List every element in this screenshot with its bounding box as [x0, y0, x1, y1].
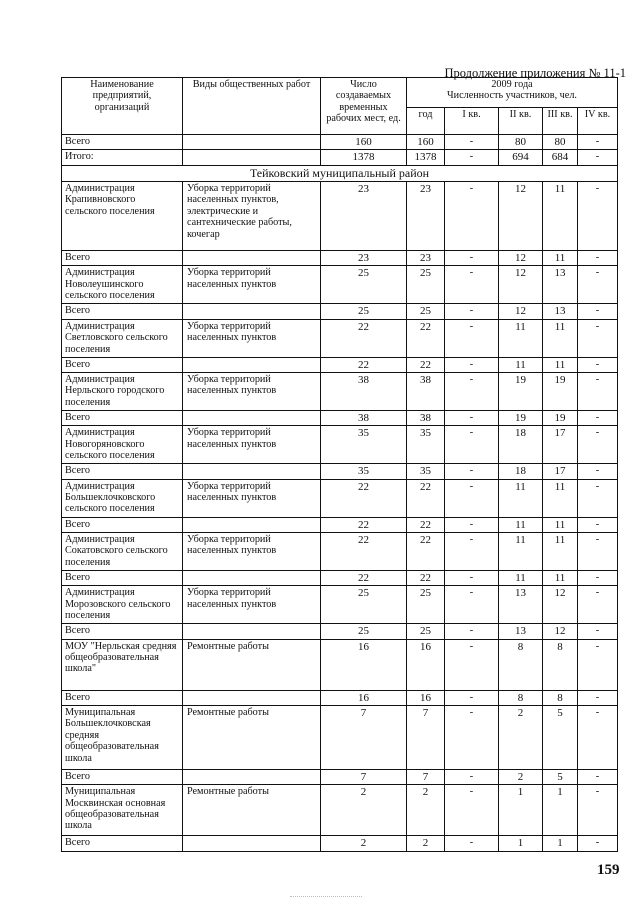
- year-total-cell: 16: [407, 690, 445, 705]
- q3-cell: 11: [543, 479, 578, 517]
- section-title: Тейковский муниципальный район: [62, 165, 618, 181]
- org-cell: Всего: [62, 570, 183, 585]
- org-cell: Администрация Большеклочковского сельского поселения: [62, 479, 183, 517]
- q3-cell: 17: [543, 426, 578, 464]
- q4-cell: -: [578, 586, 618, 624]
- q2-cell: 11: [499, 532, 543, 570]
- work-type-cell: [183, 251, 321, 266]
- q4-cell: -: [578, 411, 618, 426]
- q1-cell: -: [445, 785, 499, 836]
- year-total-cell: 35: [407, 426, 445, 464]
- work-type-cell: Уборка территорий населенных пунктов: [183, 586, 321, 624]
- places-cell: 25: [321, 624, 407, 639]
- places-cell: 1378: [321, 150, 407, 165]
- places-cell: 22: [321, 532, 407, 570]
- q2-cell: 19: [499, 373, 543, 411]
- places-cell: 22: [321, 479, 407, 517]
- org-cell: Всего: [62, 357, 183, 372]
- work-type-cell: [183, 570, 321, 585]
- table-row: [62, 426, 618, 464]
- table-row: [62, 357, 618, 372]
- q3-cell: 11: [543, 357, 578, 372]
- q4-cell: -: [578, 182, 618, 251]
- places-cell: 25: [321, 266, 407, 304]
- q2-cell: 8: [499, 639, 543, 690]
- q4-cell: -: [578, 639, 618, 690]
- q1-cell: -: [445, 517, 499, 532]
- work-type-cell: [183, 836, 321, 851]
- q1-cell: -: [445, 479, 499, 517]
- places-cell: 16: [321, 639, 407, 690]
- q1-cell: -: [445, 639, 499, 690]
- year-total-cell: 1378: [407, 150, 445, 165]
- table-row: [62, 304, 618, 319]
- q4-cell: -: [578, 479, 618, 517]
- year-total-cell: 23: [407, 251, 445, 266]
- year-total-cell: 38: [407, 411, 445, 426]
- q4-cell: -: [578, 690, 618, 705]
- org-cell: Всего: [62, 517, 183, 532]
- q4-cell: -: [578, 150, 618, 165]
- q1-cell: -: [445, 150, 499, 165]
- work-type-cell: [183, 769, 321, 784]
- q1-cell: -: [445, 464, 499, 479]
- header-row-1: [62, 78, 618, 108]
- q4-cell: -: [578, 266, 618, 304]
- header-org: Наименование предприятий, организаций: [62, 78, 183, 135]
- q3-cell: 12: [543, 586, 578, 624]
- table-row: [62, 639, 618, 690]
- q4-cell: -: [578, 570, 618, 585]
- org-cell: Администрация Новогоряновского сельского поселения: [62, 426, 183, 464]
- year-total-cell: 22: [407, 517, 445, 532]
- header-year: 2009 года: [491, 79, 533, 90]
- work-type-cell: [183, 357, 321, 372]
- org-cell: Всего: [62, 836, 183, 851]
- places-cell: 160: [321, 135, 407, 150]
- q2-cell: 8: [499, 690, 543, 705]
- year-total-cell: 22: [407, 532, 445, 570]
- work-type-cell: Уборка территорий населенных пунктов: [183, 532, 321, 570]
- q3-cell: 1: [543, 836, 578, 851]
- q1-cell: -: [445, 266, 499, 304]
- work-type-cell: [183, 517, 321, 532]
- q3-cell: 1: [543, 785, 578, 836]
- table-row: [62, 251, 618, 266]
- org-cell: Администрация Нерльского городского поселения: [62, 373, 183, 411]
- header-q3: III кв.: [543, 108, 578, 135]
- q3-cell: 19: [543, 411, 578, 426]
- q4-cell: -: [578, 357, 618, 372]
- org-cell: Администрация Светловского сельского поселения: [62, 319, 183, 357]
- year-total-cell: 2: [407, 785, 445, 836]
- q4-cell: -: [578, 517, 618, 532]
- org-cell: Администрация Сокатовского сельского поселения: [62, 532, 183, 570]
- scan-artifact: [290, 896, 362, 899]
- q3-cell: 13: [543, 304, 578, 319]
- year-total-cell: 2: [407, 836, 445, 851]
- q3-cell: 5: [543, 769, 578, 784]
- org-cell: Итого:: [62, 150, 183, 165]
- table-row: [62, 150, 618, 165]
- table-row: [62, 135, 618, 150]
- work-type-cell: Уборка территорий населенных пунктов: [183, 319, 321, 357]
- year-total-cell: 25: [407, 624, 445, 639]
- places-cell: 7: [321, 705, 407, 769]
- table-row: [62, 266, 618, 304]
- q1-cell: -: [445, 304, 499, 319]
- q2-cell: 694: [499, 150, 543, 165]
- q4-cell: -: [578, 304, 618, 319]
- q1-cell: -: [445, 251, 499, 266]
- work-type-cell: Уборка территорий населенных пунктов: [183, 373, 321, 411]
- year-total-cell: 25: [407, 586, 445, 624]
- q1-cell: -: [445, 319, 499, 357]
- work-type-cell: [183, 464, 321, 479]
- work-type-cell: [183, 150, 321, 165]
- q1-cell: -: [445, 705, 499, 769]
- header-participants-label: Численность участников, чел.: [447, 90, 577, 102]
- year-total-cell: 38: [407, 373, 445, 411]
- q2-cell: 11: [499, 517, 543, 532]
- header-places: Число создаваемых временных рабочих мест, ед.: [321, 78, 407, 135]
- table-row: [62, 570, 618, 585]
- q2-cell: 80: [499, 135, 543, 150]
- q4-cell: -: [578, 319, 618, 357]
- org-cell: Всего: [62, 304, 183, 319]
- q3-cell: 19: [543, 373, 578, 411]
- q2-cell: 2: [499, 705, 543, 769]
- places-cell: 23: [321, 182, 407, 251]
- q1-cell: -: [445, 570, 499, 585]
- q1-cell: -: [445, 836, 499, 851]
- q3-cell: 8: [543, 690, 578, 705]
- q3-cell: 11: [543, 182, 578, 251]
- page-number: 159: [597, 862, 620, 878]
- year-total-cell: 35: [407, 464, 445, 479]
- year-total-cell: 22: [407, 570, 445, 585]
- q4-cell: -: [578, 532, 618, 570]
- q1-cell: -: [445, 426, 499, 464]
- q3-cell: 11: [543, 319, 578, 357]
- table-row: [62, 532, 618, 570]
- table-row: [62, 464, 618, 479]
- places-cell: 22: [321, 570, 407, 585]
- q2-cell: 11: [499, 570, 543, 585]
- q3-cell: 11: [543, 532, 578, 570]
- org-cell: Муниципальная Москвинская основная общеобразовательная школа: [62, 785, 183, 836]
- header-participants: [407, 78, 618, 108]
- q3-cell: 80: [543, 135, 578, 150]
- org-cell: Всего: [62, 690, 183, 705]
- q3-cell: 684: [543, 150, 578, 165]
- q2-cell: 13: [499, 586, 543, 624]
- org-cell: Всего: [62, 464, 183, 479]
- q4-cell: -: [578, 624, 618, 639]
- q2-cell: 12: [499, 251, 543, 266]
- org-cell: Всего: [62, 624, 183, 639]
- continuation-note: Продолжение приложения № 11-1: [444, 66, 626, 80]
- q4-cell: -: [578, 464, 618, 479]
- q1-cell: -: [445, 182, 499, 251]
- table-row: [62, 411, 618, 426]
- table-row: [62, 836, 618, 851]
- table-row: [62, 785, 618, 836]
- year-total-cell: 22: [407, 357, 445, 372]
- q2-cell: 12: [499, 304, 543, 319]
- year-total-cell: 7: [407, 705, 445, 769]
- q1-cell: -: [445, 357, 499, 372]
- q3-cell: 13: [543, 266, 578, 304]
- q2-cell: 18: [499, 426, 543, 464]
- header-work-types: Виды общественных работ: [183, 78, 321, 135]
- table-row: [62, 517, 618, 532]
- q2-cell: 11: [499, 357, 543, 372]
- places-cell: 22: [321, 517, 407, 532]
- q1-cell: -: [445, 532, 499, 570]
- q2-cell: 11: [499, 319, 543, 357]
- table-row: [62, 373, 618, 411]
- table-row: [62, 705, 618, 769]
- q3-cell: 17: [543, 464, 578, 479]
- work-type-cell: [183, 690, 321, 705]
- table-row: [62, 690, 618, 705]
- header-q2: II кв.: [499, 108, 543, 135]
- public-works-table: [61, 77, 618, 852]
- q3-cell: 11: [543, 517, 578, 532]
- year-total-cell: 22: [407, 479, 445, 517]
- section-row: [62, 165, 618, 181]
- places-cell: 25: [321, 586, 407, 624]
- q1-cell: -: [445, 586, 499, 624]
- places-cell: 23: [321, 251, 407, 266]
- org-cell: Администрация Морозовского сельского поселения: [62, 586, 183, 624]
- header-q4: IV кв.: [578, 108, 618, 135]
- q2-cell: 12: [499, 266, 543, 304]
- q3-cell: 5: [543, 705, 578, 769]
- q3-cell: 11: [543, 570, 578, 585]
- work-type-cell: Уборка территорий населенных пунктов: [183, 266, 321, 304]
- work-type-cell: [183, 304, 321, 319]
- year-total-cell: 25: [407, 304, 445, 319]
- table-row: [62, 624, 618, 639]
- places-cell: 35: [321, 464, 407, 479]
- q4-cell: -: [578, 836, 618, 851]
- q1-cell: -: [445, 624, 499, 639]
- q2-cell: 2: [499, 769, 543, 784]
- work-type-cell: Уборка территорий населенных пунктов, электрические и сантехнические работы, кочегар: [183, 182, 321, 251]
- q3-cell: 11: [543, 251, 578, 266]
- q1-cell: -: [445, 135, 499, 150]
- org-cell: Всего: [62, 251, 183, 266]
- places-cell: 22: [321, 357, 407, 372]
- work-type-cell: Ремонтные работы: [183, 785, 321, 836]
- org-cell: Всего: [62, 135, 183, 150]
- org-cell: Муниципальная Большеклочковская средняя общеобразовательная школа: [62, 705, 183, 769]
- table-row: [62, 479, 618, 517]
- table-row: [62, 319, 618, 357]
- year-total-cell: 16: [407, 639, 445, 690]
- org-cell: Администрация Крапивновского сельского поселения: [62, 182, 183, 251]
- year-total-cell: 25: [407, 266, 445, 304]
- org-cell: Администрация Новолеушинского сельского поселения: [62, 266, 183, 304]
- places-cell: 25: [321, 304, 407, 319]
- q1-cell: -: [445, 690, 499, 705]
- table-row: [62, 586, 618, 624]
- org-cell: МОУ "Нерльская средняя общеобразовательная школа": [62, 639, 183, 690]
- org-cell: Всего: [62, 411, 183, 426]
- work-type-cell: [183, 624, 321, 639]
- q4-cell: -: [578, 426, 618, 464]
- places-cell: 38: [321, 411, 407, 426]
- year-total-cell: 23: [407, 182, 445, 251]
- q1-cell: -: [445, 373, 499, 411]
- year-total-cell: 7: [407, 769, 445, 784]
- places-cell: 22: [321, 319, 407, 357]
- q3-cell: 12: [543, 624, 578, 639]
- q1-cell: -: [445, 769, 499, 784]
- places-cell: 35: [321, 426, 407, 464]
- q4-cell: -: [578, 251, 618, 266]
- q2-cell: 1: [499, 836, 543, 851]
- q2-cell: 19: [499, 411, 543, 426]
- q2-cell: 12: [499, 182, 543, 251]
- table-row: [62, 182, 618, 251]
- work-type-cell: Уборка территорий населенных пунктов: [183, 426, 321, 464]
- q3-cell: 8: [543, 639, 578, 690]
- work-type-cell: Ремонтные работы: [183, 705, 321, 769]
- q4-cell: -: [578, 135, 618, 150]
- q1-cell: -: [445, 411, 499, 426]
- q4-cell: -: [578, 769, 618, 784]
- places-cell: 7: [321, 769, 407, 784]
- q4-cell: -: [578, 373, 618, 411]
- places-cell: 16: [321, 690, 407, 705]
- work-type-cell: Уборка территорий населенных пунктов: [183, 479, 321, 517]
- header-year-total: год: [407, 108, 445, 135]
- q2-cell: 18: [499, 464, 543, 479]
- q2-cell: 11: [499, 479, 543, 517]
- header-q1: I кв.: [445, 108, 499, 135]
- q2-cell: 13: [499, 624, 543, 639]
- q2-cell: 1: [499, 785, 543, 836]
- year-total-cell: 22: [407, 319, 445, 357]
- places-cell: 38: [321, 373, 407, 411]
- places-cell: 2: [321, 836, 407, 851]
- year-total-cell: 160: [407, 135, 445, 150]
- places-cell: 2: [321, 785, 407, 836]
- table-row: [62, 769, 618, 784]
- org-cell: Всего: [62, 769, 183, 784]
- work-type-cell: [183, 411, 321, 426]
- work-type-cell: [183, 135, 321, 150]
- q4-cell: -: [578, 705, 618, 769]
- q4-cell: -: [578, 785, 618, 836]
- work-type-cell: Ремонтные работы: [183, 639, 321, 690]
